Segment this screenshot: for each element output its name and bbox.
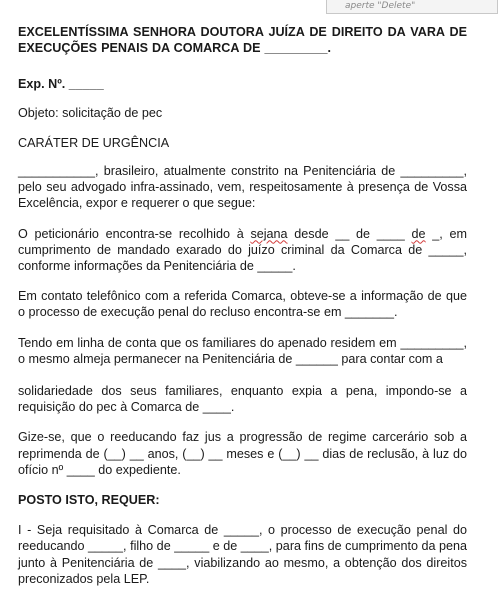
spellcheck-word: sejana [250,226,288,241]
spellcheck-word: de [411,226,426,241]
paragraph-custody [18,226,467,275]
custody-text-b: desde __ de ____ [287,226,412,241]
document-body [18,24,467,587]
objeto-line: Objeto: solicitação de pec [18,105,163,120]
paragraph-solidarity: solidariedade dos seus familiares, enquanto expia a pena, impondo-se a requisição do pec à Comarca de ____. [18,384,467,415]
paragraph-progression: Gize-se, que o reeducando faz jus a progressão de regime carcerário sob a reprimenda de (__) __ anos, (__) __ meses e (__) __ dias de reclusão, à luz do ofício nº ____ do expediente. [18,430,467,477]
paragraph-qualification: ___________, brasileiro, atualmente constrito na Penitenciária de _________, pelo seu advogado infra-assinado, vem, respeitosamente à presença de Vossa Excelência, expor e requerer o que segue: [18,164,467,211]
exp-number: Exp. Nº. _____ [18,77,104,92]
request-heading: POSTO ISTO, REQUER: [18,493,160,508]
custody-text-a: O peticionário encontra-se recolhido à [18,226,251,241]
urgency-line: CARÁTER DE URGÊNCIA [18,135,170,150]
paragraph-contact: Em contato telefônico com a referida Comarca, obteve-se a informação de que o processo de execução penal do recluso encontra-se em _______. [18,289,467,320]
request-item-1: I - Seja requisitado à Comarca de _____, o processo de execução penal do reeducando _____, filho de _____ e de ____, para fins de cumprimento da pena junto à Penitenciária de ____, viabilizando ao mesmo, a obtenção dos direitos preconizados pela LEP. [18,523,467,586]
custody-text-c: _, em cumprimento de mandado exarado do juízo criminal da Comarca de _____, conforme informações da Penitenciária de _____. [18,226,467,274]
document-heading: EXCELENTÍSSIMA SENHORA DOUTORA JUÍZA DE DIREITO DA VARA DE EXECUÇÕES PENAIS DA COMARCA DE _________. [18,25,467,56]
tooltip-text: aperte "Delete" [345,1,416,11]
paragraph-family: Tendo em linha de conta que os familiares do apenado residem em _________, o mesmo almeja permanecer na Penitenciária de ______ para contar com a [18,335,467,366]
tooltip-hint [326,0,498,14]
